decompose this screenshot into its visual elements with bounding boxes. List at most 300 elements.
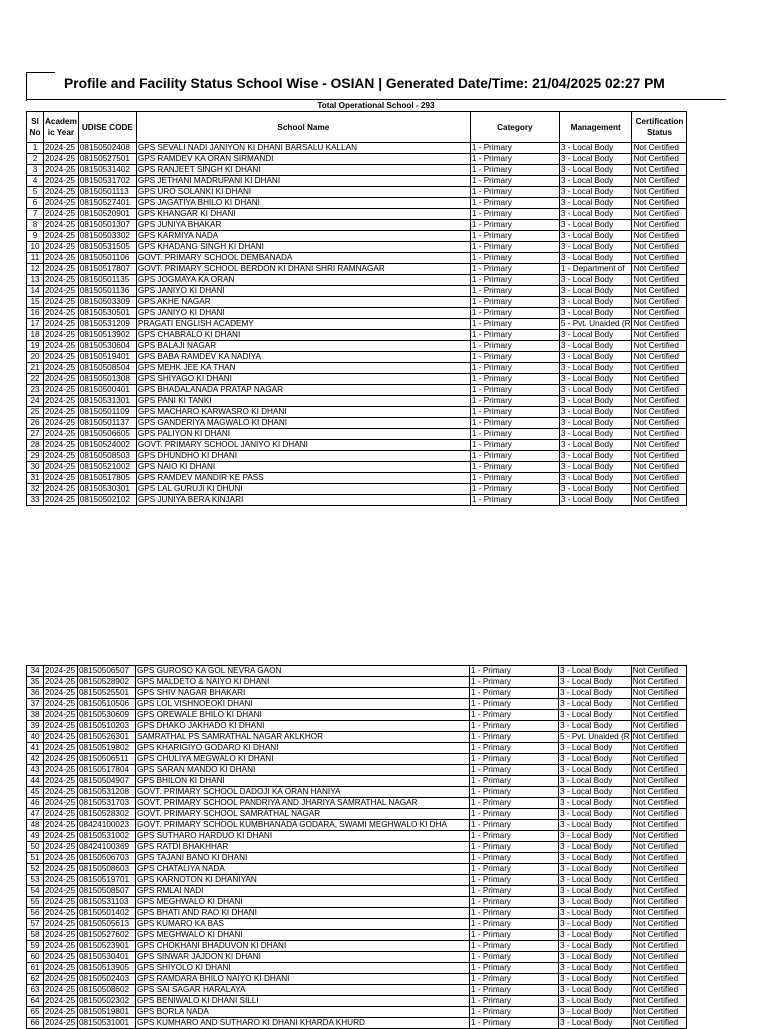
cell-certification-status: Not Certified [631, 996, 686, 1007]
cell-udise-code: 08150517804 [78, 765, 136, 776]
cell-category: 1 - Primary [470, 974, 559, 985]
cell-udise-code: 08150513902 [78, 330, 136, 341]
table-row [27, 198, 687, 209]
cell-academic-year: 2024-25 [44, 297, 79, 308]
table-row [27, 732, 687, 743]
cell-udise-code: 08150510203 [78, 721, 136, 732]
cell-school-name: GPS OREWALE BHILO KI DHANI [136, 710, 470, 721]
cell-certification-status: Not Certified [631, 721, 686, 732]
cell-certification-status: Not Certified [632, 418, 687, 429]
cell-academic-year: 2024-25 [44, 198, 79, 209]
table-row [27, 974, 687, 985]
cell-sl-no: 56 [27, 908, 44, 919]
cell-udise-code: 08150506605 [78, 429, 136, 440]
cell-school-name: GOVT. PRIMARY SCHOOL JANIYO KI DHANI [136, 440, 470, 451]
cell-certification-status: Not Certified [632, 165, 687, 176]
cell-udise-code: 08150531301 [78, 396, 136, 407]
column-header-udise-code: UDISE CODE [78, 112, 136, 143]
cell-management: 3 - Local Body [559, 710, 632, 721]
cell-category: 1 - Primary [470, 1018, 559, 1029]
cell-sl-no: 6 [27, 198, 44, 209]
cell-academic-year: 2024-25 [44, 473, 79, 484]
cell-academic-year: 2024-25 [44, 407, 79, 418]
cell-management: 3 - Local Body [559, 341, 632, 352]
cell-sl-no: 27 [27, 429, 44, 440]
table-row [27, 710, 687, 721]
cell-sl-no: 51 [27, 853, 44, 864]
cell-category: 1 - Primary [470, 798, 559, 809]
cell-certification-status: Not Certified [632, 209, 687, 220]
cell-udise-code: 08150513905 [78, 963, 136, 974]
cell-category: 1 - Primary [470, 941, 559, 952]
cell-sl-no: 2 [27, 154, 44, 165]
table-row [27, 776, 687, 787]
cell-school-name: GPS JANIYO KI DHANI [136, 308, 470, 319]
cell-school-name: GPS GANDERIYA MAGWALO KI DHANI [136, 418, 470, 429]
table-row [27, 330, 687, 341]
table-row [27, 352, 687, 363]
cell-academic-year: 2024-25 [44, 396, 79, 407]
cell-sl-no: 16 [27, 308, 44, 319]
cell-category: 1 - Primary [470, 996, 559, 1007]
table-row [27, 231, 687, 242]
cell-sl-no: 31 [27, 473, 44, 484]
cell-category: 1 - Primary [470, 831, 559, 842]
cell-academic-year: 2024-25 [44, 1018, 78, 1029]
column-header-certification-status: Certification Status [632, 112, 687, 143]
cell-certification-status: Not Certified [631, 842, 686, 853]
cell-academic-year: 2024-25 [44, 963, 78, 974]
cell-sl-no: 49 [27, 831, 44, 842]
cell-udise-code: 08150506511 [78, 754, 136, 765]
cell-certification-status: Not Certified [631, 1007, 686, 1018]
cell-school-name: GPS BENIWALO KI DHANI SILLI [136, 996, 470, 1007]
cell-category: 1 - Primary [470, 666, 559, 677]
cell-sl-no: 50 [27, 842, 44, 853]
cell-udise-code: 08150531209 [78, 319, 136, 330]
cell-management: 3 - Local Body [559, 1007, 632, 1018]
table-row [27, 952, 687, 963]
cell-academic-year: 2024-25 [44, 743, 78, 754]
table-row [27, 429, 687, 440]
table-row [27, 319, 687, 330]
cell-sl-no: 36 [27, 688, 44, 699]
cell-sl-no: 54 [27, 886, 44, 897]
cell-sl-no: 8 [27, 220, 44, 231]
cell-category: 1 - Primary [470, 688, 559, 699]
cell-category: 1 - Primary [470, 495, 559, 506]
cell-academic-year: 2024-25 [44, 187, 79, 198]
cell-category: 1 - Primary [470, 264, 559, 275]
cell-sl-no: 55 [27, 897, 44, 908]
cell-category: 1 - Primary [470, 809, 559, 820]
cell-school-name: GPS MEGHWALO KI DHANI [136, 930, 470, 941]
column-header-school-name: School Name [136, 112, 470, 143]
cell-management: 3 - Local Body [559, 699, 632, 710]
cell-sl-no: 15 [27, 297, 44, 308]
cell-udise-code: 08150524002 [78, 440, 136, 451]
cell-certification-status: Not Certified [632, 330, 687, 341]
cell-management: 3 - Local Body [559, 198, 632, 209]
cell-certification-status: Not Certified [631, 952, 686, 963]
table-row [27, 699, 687, 710]
cell-management: 3 - Local Body [559, 677, 632, 688]
cell-management: 3 - Local Body [559, 220, 632, 231]
page-corner-mark [26, 72, 55, 101]
cell-udise-code: 08150530301 [78, 484, 136, 495]
cell-certification-status: Not Certified [631, 776, 686, 787]
cell-academic-year: 2024-25 [44, 930, 78, 941]
cell-management: 3 - Local Body [559, 451, 632, 462]
cell-category: 1 - Primary [470, 930, 559, 941]
cell-school-name: GPS URO SOLANKI KI DHANI [136, 187, 470, 198]
table-row [27, 688, 687, 699]
cell-sl-no: 7 [27, 209, 44, 220]
cell-school-name: GOVT. PRIMARY SCHOOL BERDON KI DHANI SHRI RAMNAGAR [136, 264, 470, 275]
cell-management: 3 - Local Body [559, 385, 632, 396]
cell-certification-status: Not Certified [632, 297, 687, 308]
cell-academic-year: 2024-25 [44, 875, 78, 886]
cell-udise-code: 08150500401 [78, 385, 136, 396]
cell-category: 1 - Primary [470, 721, 559, 732]
cell-udise-code: 08150523901 [78, 941, 136, 952]
cell-udise-code: 08150503302 [78, 231, 136, 242]
cell-category: 1 - Primary [470, 319, 559, 330]
table-row [27, 253, 687, 264]
cell-academic-year: 2024-25 [44, 699, 78, 710]
cell-udise-code: 08150501137 [78, 418, 136, 429]
cell-school-name: GPS BABA RAMDEV KA NADIYA [136, 352, 470, 363]
table-row [27, 787, 687, 798]
cell-academic-year: 2024-25 [44, 242, 79, 253]
table-row [27, 209, 687, 220]
cell-school-name: GPS RAMDEV MANDIR KE PASS [136, 473, 470, 484]
cell-certification-status: Not Certified [631, 732, 686, 743]
cell-sl-no: 52 [27, 864, 44, 875]
table-row [27, 864, 687, 875]
cell-management: 3 - Local Body [559, 776, 632, 787]
cell-management: 3 - Local Body [559, 418, 632, 429]
cell-udise-code: 08150501307 [78, 220, 136, 231]
page-title: Profile and Facility Status School Wise - OSIAN | Generated Date/Time: 21/04/2025 02:27 PM [64, 76, 665, 91]
cell-school-name: PRAGATI ENGLISH ACADEMY [136, 319, 470, 330]
cell-udise-code: 08150519401 [78, 352, 136, 363]
cell-category: 1 - Primary [470, 407, 559, 418]
cell-udise-code: 08150517805 [78, 473, 136, 484]
cell-udise-code: 08150508504 [78, 363, 136, 374]
cell-certification-status: Not Certified [631, 941, 686, 952]
table-row [27, 930, 687, 941]
cell-sl-no: 29 [27, 451, 44, 462]
cell-category: 1 - Primary [470, 1007, 559, 1018]
cell-academic-year: 2024-25 [44, 798, 78, 809]
cell-sl-no: 34 [27, 666, 44, 677]
cell-category: 1 - Primary [470, 231, 559, 242]
cell-udise-code: 08150504907 [78, 776, 136, 787]
cell-academic-year: 2024-25 [44, 154, 79, 165]
cell-category: 1 - Primary [470, 352, 559, 363]
table-row [27, 996, 687, 1007]
cell-school-name: GPS SHIYAGO KI DHANI [136, 374, 470, 385]
cell-udise-code: 08150531702 [78, 176, 136, 187]
cell-udise-code: 08150519801 [78, 1007, 136, 1018]
cell-academic-year: 2024-25 [44, 886, 78, 897]
cell-category: 1 - Primary [470, 198, 559, 209]
cell-udise-code: 08150510506 [78, 699, 136, 710]
cell-certification-status: Not Certified [632, 143, 687, 154]
table-row [27, 242, 687, 253]
cell-udise-code: 08150501113 [78, 187, 136, 198]
cell-category: 1 - Primary [470, 275, 559, 286]
cell-category: 1 - Primary [470, 842, 559, 853]
cell-sl-no: 57 [27, 919, 44, 930]
cell-sl-no: 39 [27, 721, 44, 732]
table-row [27, 919, 687, 930]
cell-academic-year: 2024-25 [44, 352, 79, 363]
cell-category: 1 - Primary [470, 440, 559, 451]
cell-management: 3 - Local Body [559, 809, 632, 820]
cell-udise-code: 08150531103 [78, 897, 136, 908]
cell-certification-status: Not Certified [631, 666, 686, 677]
cell-udise-code: 08150531002 [78, 831, 136, 842]
cell-management: 3 - Local Body [559, 308, 632, 319]
cell-certification-status: Not Certified [631, 974, 686, 985]
cell-management: 3 - Local Body [559, 209, 632, 220]
table-row [27, 154, 687, 165]
cell-certification-status: Not Certified [631, 963, 686, 974]
table-row [27, 440, 687, 451]
cell-certification-status: Not Certified [632, 429, 687, 440]
cell-udise-code: 08150517807 [78, 264, 136, 275]
cell-school-name: GPS RAMDEV KA ORAN SIRMANDI [136, 154, 470, 165]
cell-udise-code: 08150503309 [78, 297, 136, 308]
table-row [27, 418, 687, 429]
cell-academic-year: 2024-25 [44, 842, 78, 853]
cell-category: 1 - Primary [470, 886, 559, 897]
table-row [27, 462, 687, 473]
cell-academic-year: 2024-25 [44, 385, 79, 396]
cell-category: 1 - Primary [470, 754, 559, 765]
cell-academic-year: 2024-25 [44, 677, 78, 688]
table-row [27, 407, 687, 418]
cell-sl-no: 26 [27, 418, 44, 429]
cell-udise-code: 08150519701 [78, 875, 136, 886]
cell-academic-year: 2024-25 [44, 996, 78, 1007]
cell-academic-year: 2024-25 [44, 451, 79, 462]
table-row [27, 798, 687, 809]
cell-management: 3 - Local Body [559, 985, 632, 996]
cell-category: 1 - Primary [470, 220, 559, 231]
cell-udise-code: 08150508602 [78, 985, 136, 996]
cell-certification-status: Not Certified [632, 242, 687, 253]
cell-sl-no: 46 [27, 798, 44, 809]
cell-academic-year: 2024-25 [44, 319, 79, 330]
cell-management: 3 - Local Body [559, 974, 632, 985]
cell-category: 1 - Primary [470, 776, 559, 787]
table-row [27, 396, 687, 407]
cell-certification-status: Not Certified [631, 787, 686, 798]
cell-udise-code: 08150508603 [78, 864, 136, 875]
cell-management: 3 - Local Body [559, 875, 632, 886]
cell-category: 1 - Primary [470, 985, 559, 996]
cell-academic-year: 2024-25 [44, 853, 78, 864]
cell-category: 1 - Primary [470, 396, 559, 407]
cell-academic-year: 2024-25 [44, 974, 78, 985]
table-row [27, 484, 687, 495]
cell-certification-status: Not Certified [631, 897, 686, 908]
table-row [27, 275, 687, 286]
table-row [27, 341, 687, 352]
cell-certification-status: Not Certified [632, 385, 687, 396]
cell-sl-no: 20 [27, 352, 44, 363]
cell-category: 1 - Primary [470, 154, 559, 165]
cell-certification-status: Not Certified [632, 495, 687, 506]
cell-academic-year: 2024-25 [44, 666, 78, 677]
cell-udise-code: 08150527401 [78, 198, 136, 209]
cell-management: 1 - Department of [559, 264, 632, 275]
table-row [27, 985, 687, 996]
column-header-category: Category [470, 112, 559, 143]
cell-sl-no: 21 [27, 363, 44, 374]
cell-udise-code: 08150530501 [78, 308, 136, 319]
cell-management: 3 - Local Body [559, 754, 632, 765]
cell-certification-status: Not Certified [632, 341, 687, 352]
cell-sl-no: 38 [27, 710, 44, 721]
cell-category: 1 - Primary [470, 765, 559, 776]
cell-certification-status: Not Certified [632, 462, 687, 473]
cell-sl-no: 28 [27, 440, 44, 451]
cell-certification-status: Not Certified [631, 820, 686, 831]
cell-academic-year: 2024-25 [44, 165, 79, 176]
cell-academic-year: 2024-25 [44, 275, 79, 286]
cell-school-name: GPS KHANGAR KI DHANI [136, 209, 470, 220]
cell-certification-status: Not Certified [631, 798, 686, 809]
cell-udise-code: 08424100369 [78, 842, 136, 853]
cell-management: 3 - Local Body [559, 253, 632, 264]
cell-sl-no: 30 [27, 462, 44, 473]
cell-academic-year: 2024-25 [44, 462, 79, 473]
cell-management: 3 - Local Body [559, 242, 632, 253]
cell-category: 1 - Primary [470, 187, 559, 198]
cell-school-name: GPS MEHK JEE KA THAN [136, 363, 470, 374]
cell-management: 3 - Local Body [559, 484, 632, 495]
cell-sl-no: 41 [27, 743, 44, 754]
cell-udise-code: 08150528902 [78, 677, 136, 688]
cell-udise-code: 08150501109 [78, 407, 136, 418]
cell-management: 3 - Local Body [559, 143, 632, 154]
cell-management: 3 - Local Body [559, 831, 632, 842]
cell-management: 3 - Local Body [559, 743, 632, 754]
cell-management: 3 - Local Body [559, 286, 632, 297]
cell-school-name: GPS BORLA NADA [136, 1007, 470, 1018]
cell-management: 3 - Local Body [559, 297, 632, 308]
cell-school-name: GPS TAJANI BANO KI DHANI [136, 853, 470, 864]
column-header-academic-year: Academ ic Year [44, 112, 79, 143]
cell-management: 3 - Local Body [559, 429, 632, 440]
table-row [27, 853, 687, 864]
cell-certification-status: Not Certified [632, 451, 687, 462]
cell-academic-year: 2024-25 [44, 264, 79, 275]
cell-certification-status: Not Certified [631, 743, 686, 754]
cell-management: 3 - Local Body [559, 996, 632, 1007]
cell-udise-code: 08150531402 [78, 165, 136, 176]
cell-category: 1 - Primary [470, 286, 559, 297]
cell-udise-code: 08150525501 [78, 688, 136, 699]
cell-school-name: GPS KHADANG SINGH KI DHANI [136, 242, 470, 253]
cell-sl-no: 59 [27, 941, 44, 952]
cell-category: 1 - Primary [470, 429, 559, 440]
cell-sl-no: 58 [27, 930, 44, 941]
cell-school-name: GPS BHATI AND RAO KI DHANI [136, 908, 470, 919]
cell-academic-year: 2024-25 [44, 787, 78, 798]
cell-academic-year: 2024-25 [44, 721, 78, 732]
cell-certification-status: Not Certified [632, 275, 687, 286]
cell-udise-code: 08150527602 [78, 930, 136, 941]
cell-management: 3 - Local Body [559, 941, 632, 952]
table-row [27, 842, 687, 853]
table-row [27, 765, 687, 776]
table-row [27, 451, 687, 462]
cell-certification-status: Not Certified [632, 407, 687, 418]
cell-management: 3 - Local Body [559, 688, 632, 699]
cell-school-name: GPS BHILON KI DHANI [136, 776, 470, 787]
cell-certification-status: Not Certified [632, 396, 687, 407]
cell-category: 1 - Primary [470, 253, 559, 264]
cell-school-name: GPS JOGMAYA KA ORAN [136, 275, 470, 286]
cell-school-name: GPS KUMARO KA BAS [136, 919, 470, 930]
cell-sl-no: 45 [27, 787, 44, 798]
table-row [27, 754, 687, 765]
cell-certification-status: Not Certified [632, 440, 687, 451]
cell-management: 3 - Local Body [559, 787, 632, 798]
cell-sl-no: 17 [27, 319, 44, 330]
cell-academic-year: 2024-25 [44, 908, 78, 919]
table-row [27, 941, 687, 952]
schools-table-page-2 [26, 665, 687, 1029]
cell-category: 1 - Primary [470, 484, 559, 495]
table-row [27, 908, 687, 919]
cell-school-name: GPS RAMDARA BHILO NAIYO KI DHANI [136, 974, 470, 985]
cell-management: 3 - Local Body [559, 407, 632, 418]
cell-udise-code: 08150501136 [78, 286, 136, 297]
cell-udise-code: 08150530604 [78, 341, 136, 352]
cell-school-name: GPS JANIYO KI DHANI [136, 286, 470, 297]
cell-category: 1 - Primary [470, 143, 559, 154]
cell-school-name: GPS LOL VISHNOEOKI DHANI [136, 699, 470, 710]
cell-sl-no: 43 [27, 765, 44, 776]
cell-certification-status: Not Certified [631, 930, 686, 941]
cell-category: 1 - Primary [470, 820, 559, 831]
cell-management: 3 - Local Body [559, 231, 632, 242]
cell-sl-no: 3 [27, 165, 44, 176]
cell-school-name: GPS JUNIYA BERA KINJARI [136, 495, 470, 506]
cell-academic-year: 2024-25 [44, 952, 78, 963]
cell-school-name: GOVT. PRIMARY SCHOOL PANDRIYA AND JHARIYA SAMRATHAL NAGAR [136, 798, 470, 809]
cell-sl-no: 44 [27, 776, 44, 787]
cell-academic-year: 2024-25 [44, 418, 79, 429]
cell-certification-status: Not Certified [631, 985, 686, 996]
cell-academic-year: 2024-25 [44, 809, 78, 820]
cell-category: 1 - Primary [470, 418, 559, 429]
table-row [27, 677, 687, 688]
cell-academic-year: 2024-25 [44, 429, 79, 440]
cell-certification-status: Not Certified [631, 886, 686, 897]
cell-school-name: GOVT. PRIMARY SCHOOL KUMBHANADA GODARA, SWAMI MEGHWALO KI DHA [136, 820, 470, 831]
cell-academic-year: 2024-25 [44, 495, 79, 506]
cell-management: 3 - Local Body [559, 165, 632, 176]
cell-sl-no: 32 [27, 484, 44, 495]
cell-certification-status: Not Certified [632, 473, 687, 484]
